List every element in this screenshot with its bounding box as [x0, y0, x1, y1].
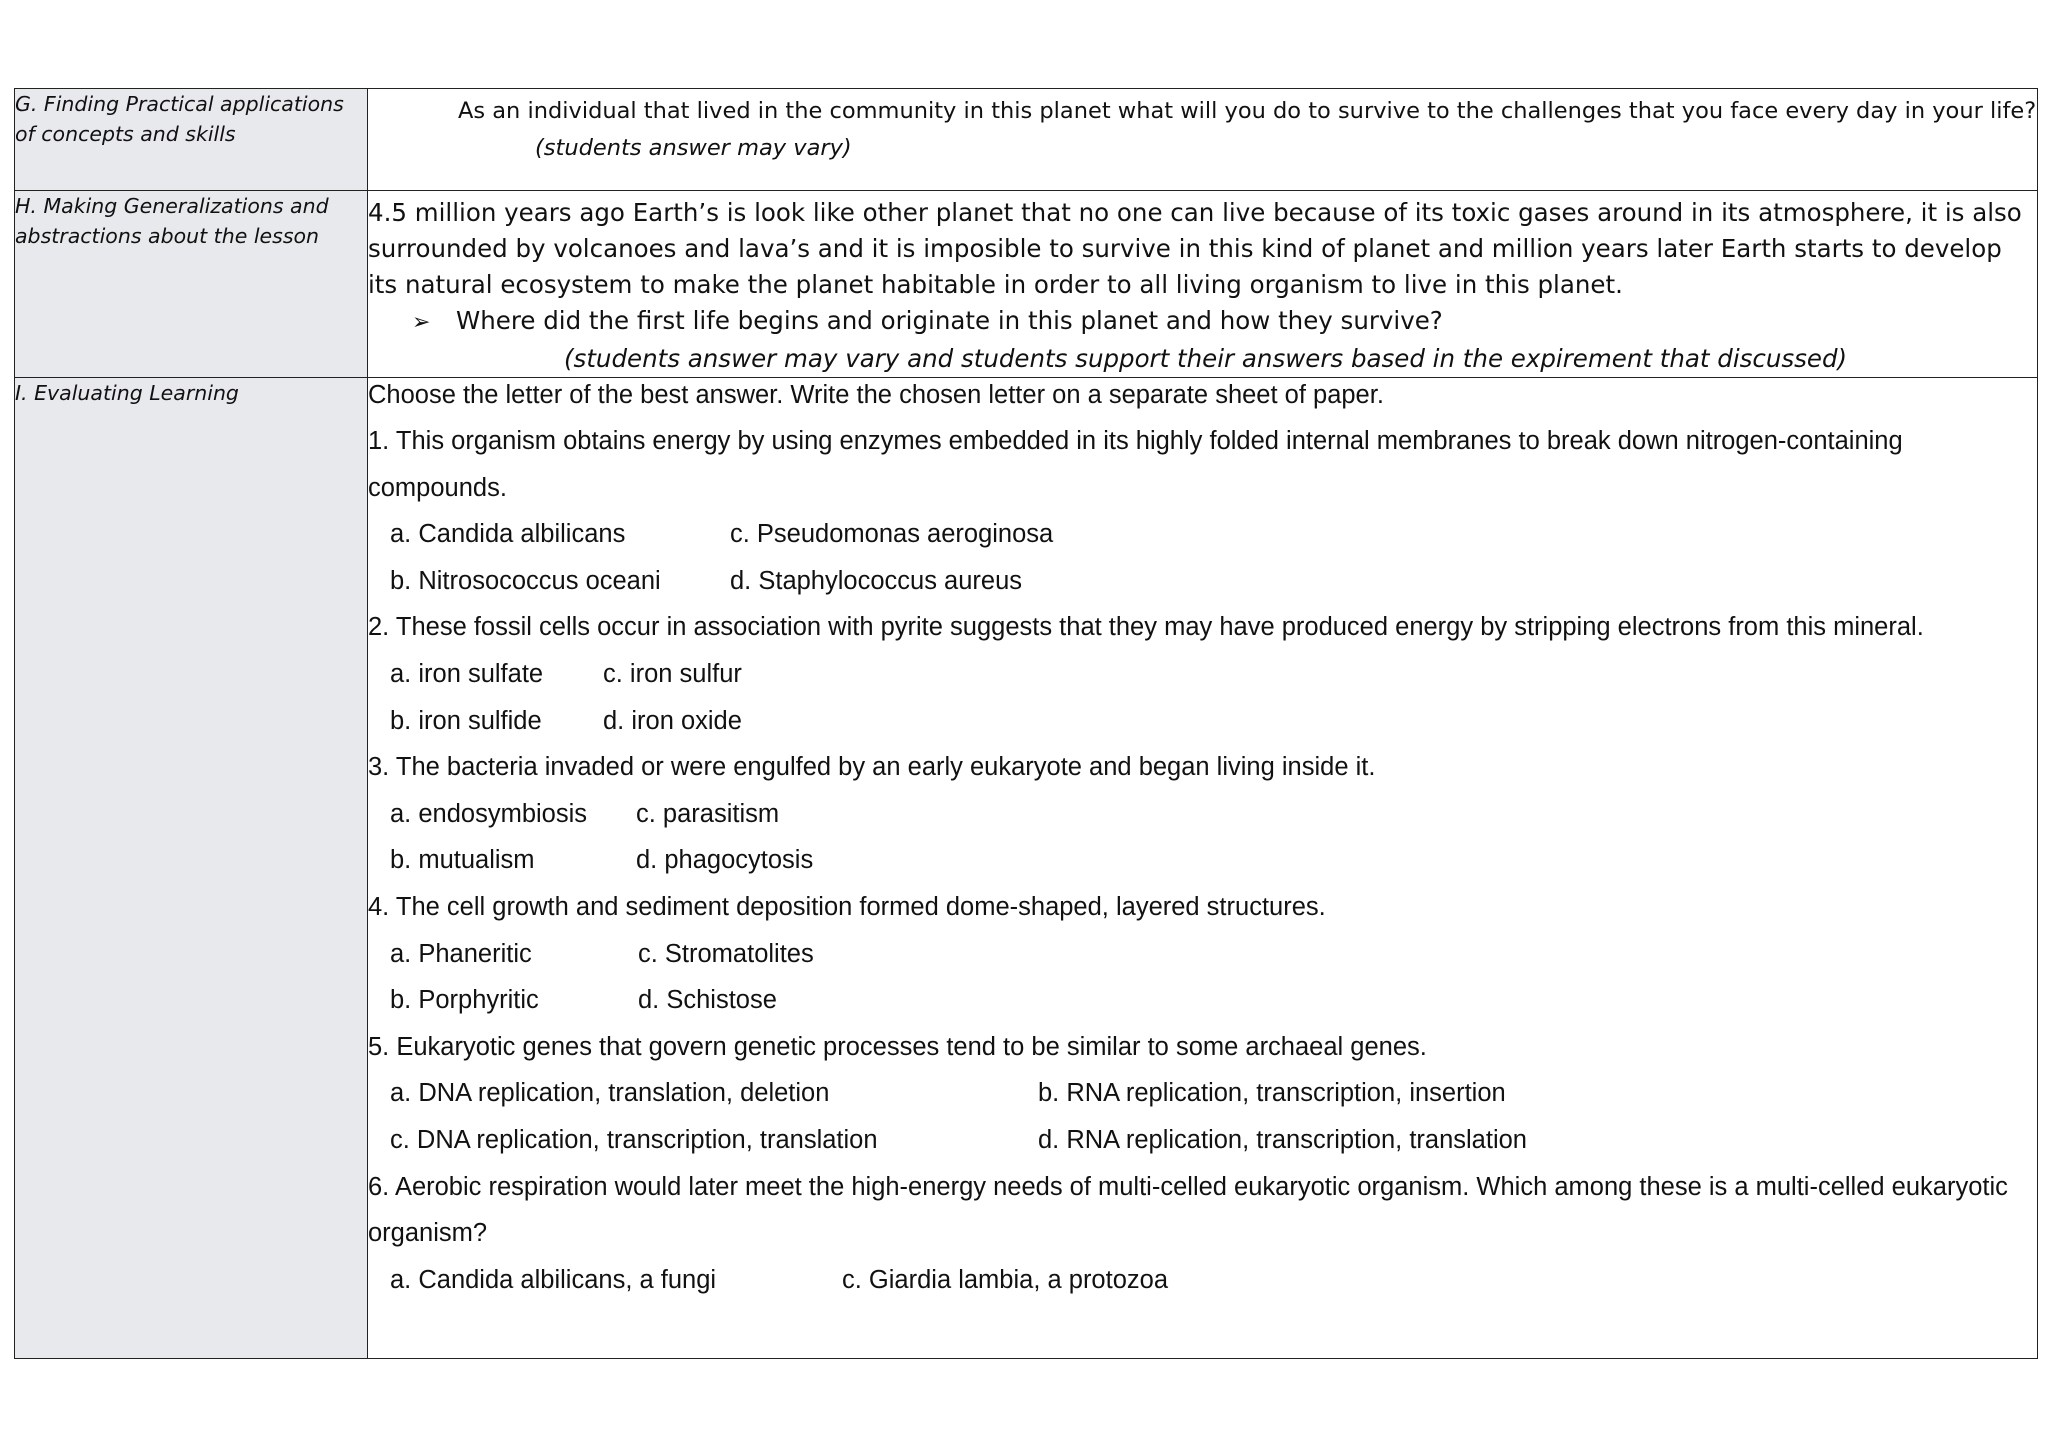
options-row — [368, 698, 2037, 745]
arrow-bullet-icon: ➢ — [412, 310, 431, 335]
options-row — [368, 931, 2037, 978]
options-row — [368, 511, 2037, 558]
option: c. iron sulfur — [603, 659, 742, 688]
option: d. Staphylococcus aureus — [730, 566, 1023, 595]
option: d. iron oxide — [603, 706, 742, 735]
row-label: G. Finding Practical applications of concepts and skills — [15, 89, 368, 191]
option: d. RNA replication, transcription, translation — [1038, 1125, 1527, 1154]
options-row — [368, 977, 2037, 1024]
bullet-text: Where did the first life begins and originate in this planet and how they survive? — [456, 306, 1443, 335]
answer-note: (students answer may vary) — [535, 135, 852, 161]
lesson-plan-table — [14, 88, 2038, 1359]
option: b. Nitrosococcus oceani — [390, 566, 661, 595]
generalization-paragraph: 4.5 million years ago Earth’s is look like other planet that no one can live because of its toxic gases around in its atmosphere, it is also surrounded by volcanoes and lava’s and it is imposible to survive in this kind of planet and million years later Earth starts to develop its natural ecosystem to make the planet habitable in order to all living organism to live in this planet. — [368, 198, 2022, 299]
options-row — [368, 791, 2037, 838]
options-row — [368, 651, 2037, 698]
options-row — [368, 837, 2037, 884]
option: d. Schistose — [638, 986, 777, 1015]
option: c. Giardia lambia, a protozoa — [842, 1265, 1168, 1294]
quiz-instruction: Choose the letter of the best answer. Write the chosen letter on a separate sheet of paper. — [368, 381, 1384, 409]
option: a. iron sulfate — [390, 659, 544, 688]
option: c. Pseudomonas aeroginosa — [730, 520, 1054, 549]
row-evaluating-learning — [15, 378, 2038, 1359]
answer-note: (students answer may vary and students support their answers based in the expirement that discussed) — [564, 344, 1848, 373]
option: b. Porphyritic — [390, 986, 539, 1015]
option: c. parasitism — [636, 799, 780, 828]
bullet-question — [368, 303, 2037, 341]
question-6: 6. Aerobic respiration would later meet the high-energy needs of multi-celled eukaryotic organism. Which among these is a multi-celled eukaryotic organism? — [368, 1172, 2008, 1248]
row-practical-applications — [15, 89, 2038, 191]
question-4: 4. The cell growth and sediment deposition formed dome-shaped, layered structures. — [368, 892, 1326, 921]
row-label: H. Making Generalizations and abstractions about the lesson — [15, 191, 368, 378]
question-2: 2. These fossil cells occur in association with pyrite suggests that they may have produced energy by stripping electrons from this mineral. — [368, 613, 1924, 642]
question-1: 1. This organism obtains energy by using enzymes embedded in its highly folded internal membranes to break down nitrogen-containing compounds. — [368, 427, 1903, 502]
options-row — [368, 1257, 2037, 1304]
question-5: 5. Eukaryotic genes that govern genetic processes tend to be similar to some archaeal genes. — [368, 1032, 1427, 1061]
option: c. Stromatolites — [638, 939, 814, 968]
option: a. DNA replication, translation, deletion — [390, 1079, 830, 1108]
practical-question: As an individual that lived in the community in this planet what will you do to survive to the challenges that you face every day in your life? — [458, 98, 2037, 124]
option: b. RNA replication, transcription, insertion — [1038, 1079, 1506, 1108]
option: a. Phaneritic — [390, 939, 532, 968]
options-row — [368, 1117, 2037, 1164]
option: c. DNA replication, transcription, translation — [390, 1125, 878, 1154]
option: d. phagocytosis — [636, 846, 814, 875]
option: b. mutualism — [390, 846, 535, 875]
options-row — [368, 558, 2037, 605]
option: a. Candida albilicans — [390, 520, 626, 549]
row-generalizations — [15, 191, 2038, 378]
option: a. Candida albilicans, a fungi — [390, 1265, 717, 1294]
question-3: 3. The bacteria invaded or were engulfed by an early eukaryote and began living inside it. — [368, 753, 1376, 782]
quiz-content — [368, 378, 2038, 1359]
option: a. endosymbiosis — [390, 799, 588, 828]
options-row — [368, 1070, 2037, 1117]
row-content — [368, 89, 2038, 191]
row-content — [368, 191, 2038, 378]
option: b. iron sulfide — [390, 706, 542, 735]
row-label: I. Evaluating Learning — [15, 378, 368, 1359]
